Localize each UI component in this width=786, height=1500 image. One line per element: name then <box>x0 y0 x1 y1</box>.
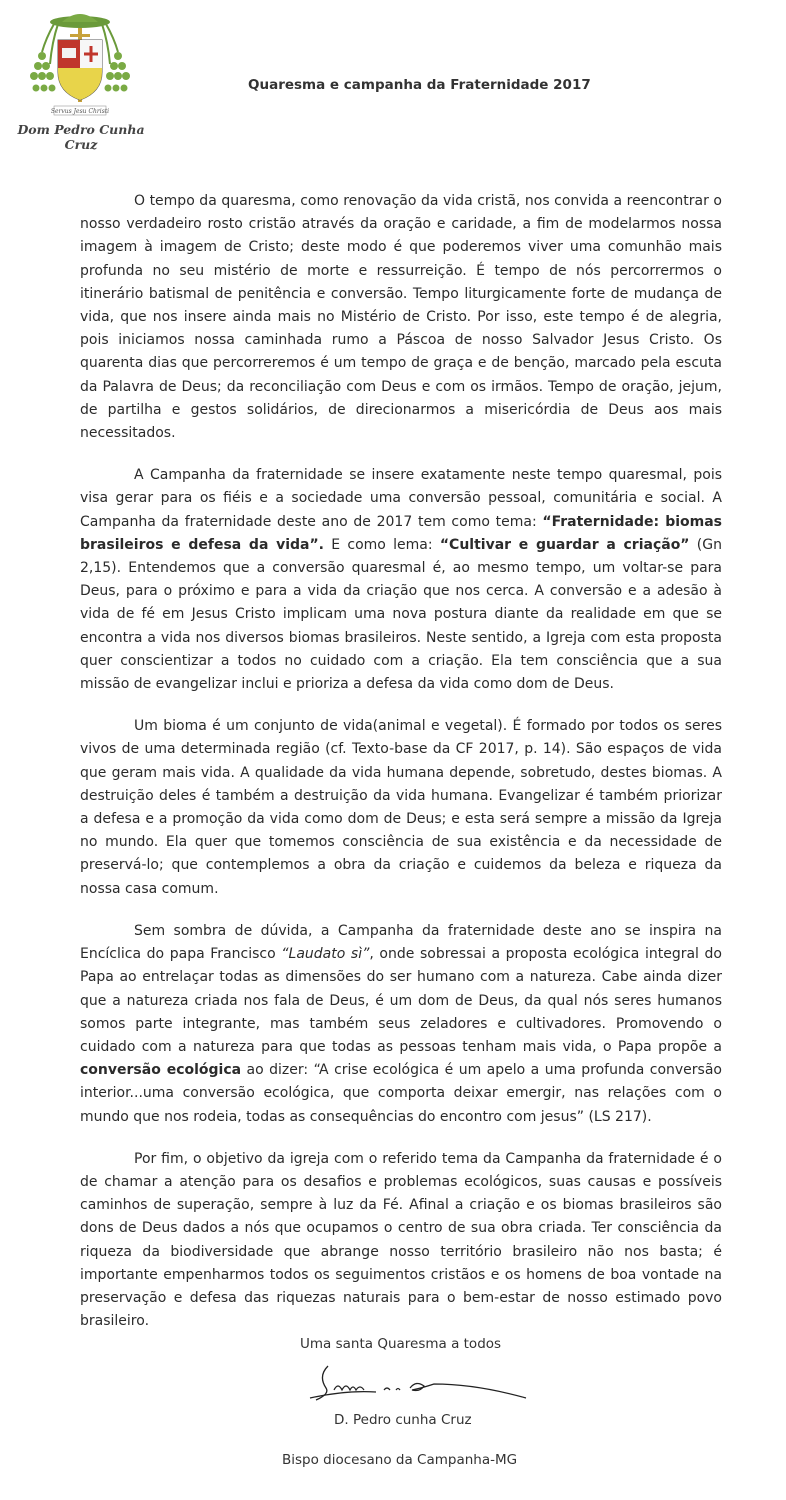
bishop-name: Dom Pedro Cunha Cruz <box>17 122 145 152</box>
closing-greeting: Uma santa Quaresma a todos <box>300 1336 502 1352</box>
crest-motto: Servus Jesu Christi <box>50 108 110 115</box>
campaign-motto: “Cultivar e guardar a criação” <box>439 536 690 553</box>
signatory-role: Bispo diocesano da Campanha-MG <box>282 1452 518 1468</box>
paragraph-5: Por fim, o objetivo da igreja com o referido tema da Campanha da fraternidade é o de chamar a atenção para os desafios e problemas ecológicos, suas causas e possíveis caminhos de superação, sempre à luz da Fé. Afinal a criação e os biomas brasileiros são dons de Deus dados a nós que ocupamos o centro de sua obra criada. Ter consciência da riqueza da biodiversidade que abrange nosso território brasileiro não nos basta; é importante empenharmos todos os seguimentos cristãos e os homens de boa vontade na preservação e defesa das riquezas naturais para o bem-estar de nosso estimado povo brasileiro. <box>80 1150 722 1330</box>
paragraph-1: O tempo da quaresma, como renovação da vida cristã, nos convida a reencontrar o nosso verdadeiro rosto cristão através da oração e caridade, a fim de modelarmos nossa imagem à imagem de Cristo; deste modo é que poderemos viver uma comunhão mais profunda no seu mistério de morte e ressurreição. É tempo de nós percorrermos o itinerário batismal de penitência e conversão. Tempo liturgicamente forte de mudança de vida, que nos insere ainda mais no Mistério de Cristo. Por isso, este tempo é de alegria, pois iniciamos nossa caminhada rumo a Páscoa de nosso Salvador Jesus Cristo. Os quarenta dias que percorreremos é um tempo de graça e de benção, marcado pela escuta da Palavra de Deus; da reconciliação com Deus e com os irmãos. Tempo de oração, jejum, de partilha e gestos solidários, de direcionarmos a misericórdia de Deus aos mais necessitados. <box>80 193 722 442</box>
paragraph-2-text: (Gn 2,15). Entendemos que a conversão quaresmal é, ao mesmo tempo, um voltar-se para Deus, para o próximo e para a vida da criação que nos cerca. A conversão e a adesão à vida de fé em Jesus Cristo implicam uma nova postura diante da realidade em que se encontra a vida nos diversos biomas brasileiros. Neste sentido, a Igreja com esta proposta quer conscientizar a todos no cuidado com a criação. Ela tem consciência que a sua missão de evangelizar inclui e prioriza a defesa da vida como dom de Deus. <box>80 536 722 693</box>
handwritten-signature <box>306 1360 536 1410</box>
letter-body <box>80 190 722 1352</box>
paragraph-4-text: Sem sombra de dúvida, a Campanha da fraternidade deste ano se inspira na Encíclica do papa Francisco <box>80 922 722 963</box>
letter-title: Quaresma e campanha da Fraternidade 2017 <box>248 77 591 93</box>
signatory-name: D. Pedro cunha Cruz <box>334 1412 472 1428</box>
paragraph-4 <box>80 920 722 1129</box>
episcopal-coat-of-arms <box>24 8 136 120</box>
paragraph-2-text: A Campanha da fraternidade se insere exatamente neste tempo quaresmal, pois visa gerar para os fiéis e a sociedade uma conversão pessoal, comunitária e social. A Campanha da fraternidade deste ano de 2017 tem como tema: <box>80 467 722 530</box>
paragraph-2-text: E como lema: <box>324 536 440 553</box>
encyclical-title: “Laudato sì” <box>281 946 370 963</box>
ecological-conversion: conversão ecológica <box>80 1062 242 1079</box>
paragraph-4-text: ao dizer: “A crise ecológica é um apelo a uma profunda conversão interior...uma conversão ecológica, que comporta deixar emergir, nas relações com o mundo que nos rodeia, todas as consequências do encontro com jesus” (LS 217). <box>80 1062 722 1125</box>
campaign-theme: “Fraternidade: biomas brasileiros e defesa da vida”. <box>80 513 723 553</box>
paragraph-4-text: , onde sobressai a proposta ecológica integral do Papa ao entrelaçar todas as dimensões do ser humano com a natureza. Cabe ainda dizer que a natureza criada nos fala de Deus, é um dom de Deus, da qual nós seres humanos somos parte integrante, mas também seus zeladores e cultivadores. Promovendo o cuidado com a natureza para que todas as pessoas tenham mais vida, o Papa propõe a <box>80 946 722 1055</box>
paragraph-2 <box>80 464 722 696</box>
paragraph-3: Um bioma é um conjunto de vida(animal e vegetal). É formado por todos os seres vivos de uma determinada região (cf. Texto-base da CF 2017, p. 14). São espaços de vida que geram mais vida. A qualidade da vida humana depende, sobretudo, destes biomas. A destruição deles é também a destruição da vida humana. Evangelizar é também priorizar a defesa e a promoção da vida como dom de Deus; e esta será sempre a missão da Igreja no mundo. Ela quer que tomemos consciência de sua existência e da necessidade de preservá-lo; que contemplemos a obra da criação e cuidemos da beleza e riqueza da nossa casa comum. <box>80 718 722 897</box>
